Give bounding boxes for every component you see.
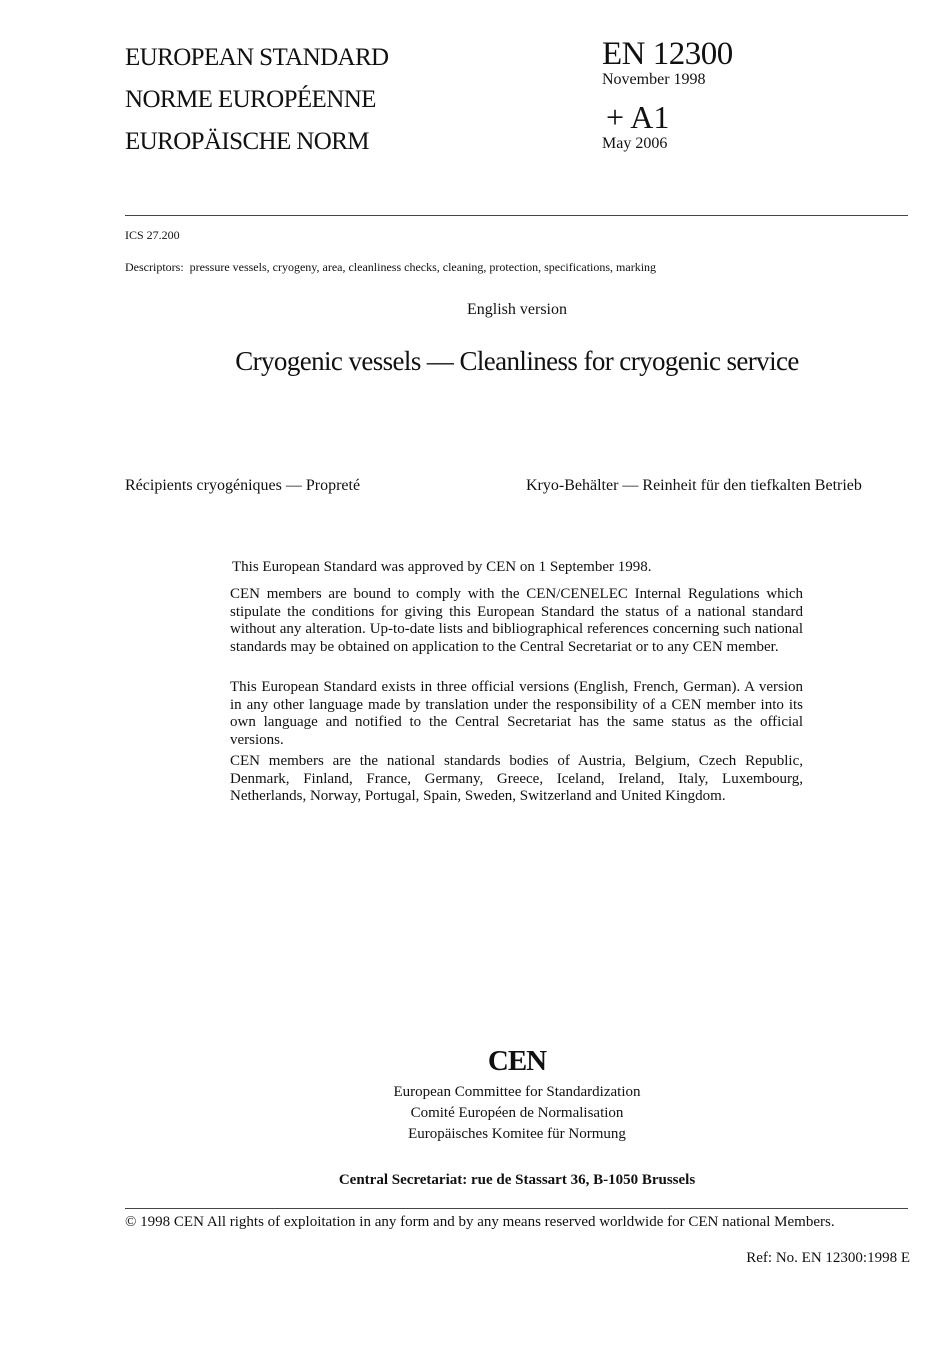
footer-divider — [125, 1208, 908, 1209]
standard-title-german: EUROPÄISCHE NORM — [125, 128, 369, 155]
document-title: Cryogenic vessels — Cleanliness for cryogenic service — [235, 346, 799, 376]
cen-logo: CEN — [487, 1045, 547, 1077]
descriptors-label: Descriptors: — [125, 260, 184, 274]
committee-name-german: Europäisches Komitee für Normung — [408, 1126, 626, 1142]
standard-number: EN 12300 — [602, 36, 733, 72]
amendment-label: + A1 — [606, 99, 670, 135]
version-label: English version — [467, 301, 567, 318]
copyright-notice: © 1998 CEN All rights of exploitation in any form and by any means reserved worldwide for CEN national Members. — [125, 1214, 835, 1230]
title-german: Kryo-Behälter — Reinheit für den tiefkalten Betrieb — [526, 477, 862, 494]
paragraph-compliance: CEN members are bound to comply with the CEN/CENELEC Internal Regulations which stipulate the conditions for giving this European Standard the status of a national standard without any alteration. Up-to-date lists and bibliographical references concerning such national standards may be obtained on application to the Central Secretariat or to any CEN member. — [230, 586, 803, 655]
ics-code: ICS 27.200 — [125, 228, 180, 242]
central-secretariat: Central Secretariat: rue de Stassart 36, B-1050 Brussels — [338, 1172, 696, 1188]
standard-date: November 1998 — [602, 71, 706, 88]
standard-title-english: EUROPEAN STANDARD — [125, 44, 389, 71]
committee-name-french: Comité Européen de Normalisation — [410, 1105, 624, 1121]
committee-name-english: European Committee for Standardization — [393, 1084, 641, 1100]
header-divider — [125, 215, 908, 216]
descriptors-value: pressure vessels, cryogeny, area, cleanliness checks, cleaning, protection, specifications, marking — [189, 260, 657, 274]
paragraph-members: CEN members are the national standards bodies of Austria, Belgium, Czech Republic, Denmark, Finland, France, Germany, Greece, Iceland, Ireland, Italy, Luxembourg, Netherlands, Norway, Portugal, Spain, Sweden, Switzerland and United Kingdom. — [230, 753, 803, 804]
approval-statement: This European Standard was approved by CEN on 1 September 1998. — [232, 559, 652, 575]
title-french: Récipients cryogéniques — Propreté — [125, 477, 361, 494]
reference-number: Ref: No. EN 12300:1998 E — [746, 1250, 910, 1266]
standard-title-french: NORME EUROPÉENNE — [125, 86, 376, 113]
paragraph-official-versions: This European Standard exists in three official versions (English, French, German). A version in any other language made by translation under the responsibility of a CEN member into its own language and notified to the Central Secretariat has the same status as the official versions. — [230, 679, 803, 748]
amendment-date: May 2006 — [602, 135, 668, 152]
descriptors-line — [125, 260, 656, 275]
